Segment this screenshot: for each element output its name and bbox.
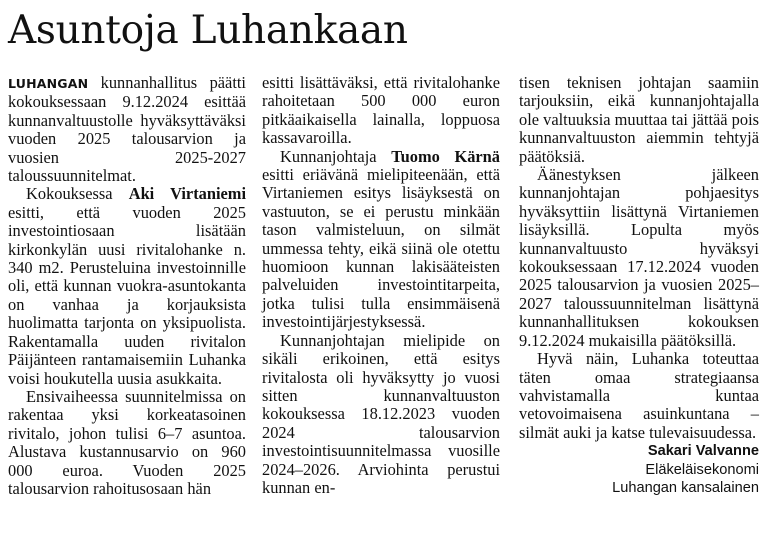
paragraph-text: kunnanhallitus päätti kokouksessaan 9.12.2024 esittää kunnanvaltuustolle hyväksyttäväksi vuoden 2025 talousarvion ja vuosien 2025-2027 taloussuunnitelmat. <box>8 73 246 186</box>
article-column-2 <box>262 74 500 497</box>
paragraph-text: Kokouksessa <box>26 184 129 204</box>
paragraph-text: esitti eriävänä mielipiteenään, että Virtaniemen esitys lisäyksestä on vastuuton, se ei perustu minkään tason valmisteluun, on silmät ummessa tehty, eikä siinä ole otettu huomioon kunnan lakisääteisten palveluiden investointitarpeita, jotka tulisi tulla ensimmäisenä investointijärjestyksessä. <box>262 165 500 332</box>
paragraph: esitti lisättäväksi, että rivitalohanke rahoitetaan 500 000 euron pitkäaikaisella lainalla, loppuosa kassavaroilla. <box>262 73 500 148</box>
article-column-1 <box>8 74 246 498</box>
paragraph: Hyvä näin, Luhanka toteuttaa täten omaa strategiaansa vahvistamalla kuntaa vetovoimaisena asuinkuntana – silmät auki ja katse tulevaisuudessa. <box>519 349 759 442</box>
paragraph: tisen teknisen johtajan saamiin tarjouksiin, eikä kunnanjohtajalla ole valtuuksia muuttaa tai jättää pois kunnanvaltuuston aiemmin tehtyjä päätöksiä. <box>519 73 759 166</box>
signature-title: Eläkeläisekonomi <box>645 461 759 478</box>
paragraph-text: esitti, että vuoden 2025 investointiosaan lisätään kirkonkylän uusi rivitalohanke n. 340 m2. Perusteluina investoinnille oli, että kunnan vuokra-asuntokanta on vanhaa ja korjauksista huolimatta tarjonta on yksipuolista. Rakentamalla uuden rivitalon Päijänteen rantamaisemiin Luhanka voisi houkutella uusia asukkaita. <box>8 202 246 388</box>
paragraph: Ensivaiheessa suunnitelmissa on rakentaa yksi korkeatasoinen rivitalo, johon tulisi 6–7 asuntoa. Alustava kustannusarvio on 960 000 euroa. Vuoden 2025 talousarvion rahoitusosaan hän <box>8 386 246 498</box>
person-name: Tuomo Kärnä <box>391 146 500 166</box>
signature-author: Sakari Valvanne <box>647 443 759 460</box>
person-name: Aki Virtaniemi <box>128 184 246 204</box>
paragraph-text: Kunnanjohtaja <box>280 146 392 166</box>
paragraph <box>262 148 500 332</box>
article-column-3 <box>519 74 759 497</box>
signature-location: Luhangan kansalainen <box>612 479 759 496</box>
signature <box>519 442 759 497</box>
paragraph <box>8 185 246 387</box>
paragraph: Kunnanjohtajan mielipide on sikäli erikoinen, että esitys rivitalosta oli hyväksytty jo vuosi sitten kunnanvaltuuston kokouksessa 18.12.2023 vuoden 2024 talousarvion investointisuunnitelmassa vuosille 2024–2026. Arviohinta perustui kunnan en- <box>262 330 500 497</box>
paragraph <box>8 74 246 185</box>
lead-word: LUHANGAN <box>8 76 89 91</box>
paragraph: Äänestyksen jälkeen kunnanjohtajan pohjaesitys hyväksyttiin lisättynä Virtaniemen lisäyksillä. Lopulta myös kunnanvaltuusto hyväksyi kokouksessaan 17.12.2024 vuoden 2025 talousarvion ja vuosien 2025–2027 taloussuunnitelman lisättynä kunnanhallituksen kokouksen 9.12.2024 mukaisilla päätöksillä. <box>519 165 759 350</box>
headline: Asuntoja Luhankaan <box>8 8 408 53</box>
